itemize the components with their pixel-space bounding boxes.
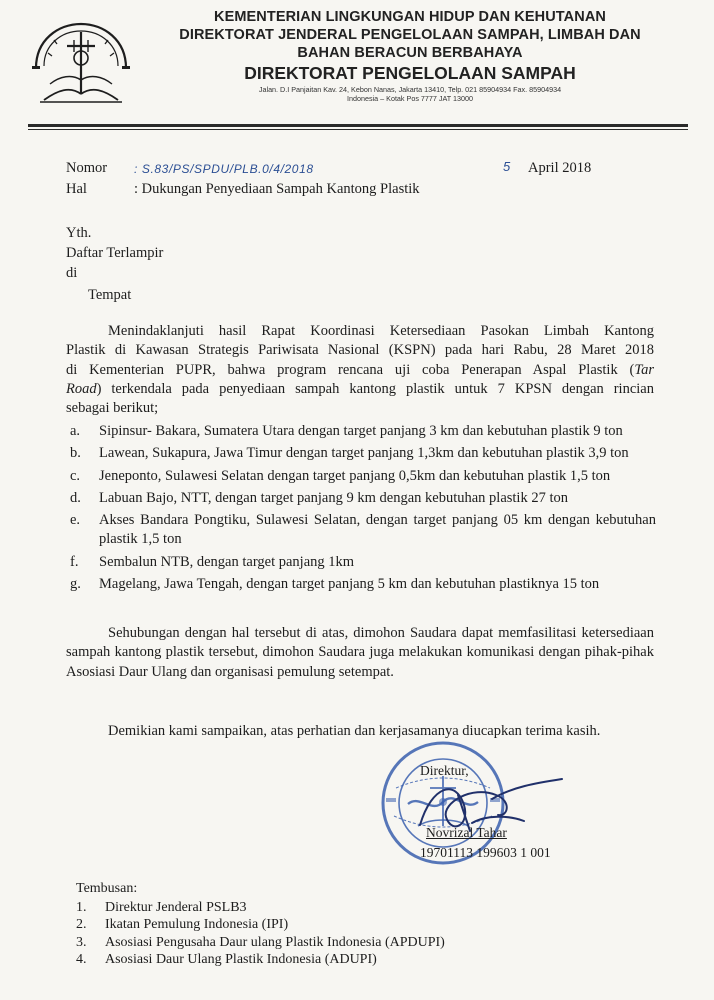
list-marker: 2.	[76, 917, 87, 933]
list-marker: 3.	[76, 934, 87, 950]
recipient-yth: Yth.	[66, 225, 92, 241]
list-marker: f.	[70, 553, 79, 570]
intro-line-2: Plastik di Kawasan Strategis Pariwisata Nasional (KSPN) pada hari Rabu, 28 Maret 2018	[66, 342, 654, 359]
directorate-general-line-1: DIREKTORAT JENDERAL PENGELOLAAN SAMPAH, LIMBAH DAN	[179, 27, 641, 43]
followup-paragraph	[66, 624, 654, 682]
list-marker: 4.	[76, 951, 87, 967]
list-item	[66, 511, 656, 550]
list-item-text: Direktur Jenderal PSLB3	[105, 900, 247, 915]
intro-line-3: di Kementerian PUPR, bahwa program rencana uji coba Penerapan Aspal Plastik (	[66, 361, 635, 378]
list-item	[66, 489, 656, 508]
list-item-text: Sembalun NTB, dengan target panjang 1km	[99, 553, 355, 570]
list-item-text: Magelang, Jawa Tengah, dengan target panjang 5 km dan kebutuhan plastiknya 15 ton	[99, 576, 600, 593]
list-item-text: Asosiasi Daur Ulang Plastik Indonesia (ADUPI)	[105, 951, 377, 967]
list-item	[66, 422, 656, 441]
cc-list	[76, 899, 445, 968]
list-marker: b.	[70, 445, 81, 462]
intro-line-4: ) terkendala pada penyediaan sampah kantong plastik untuk 7 KPSN dengan rincian	[96, 380, 654, 397]
list-marker: e.	[70, 512, 81, 529]
hal-label: Hal	[66, 181, 87, 197]
list-marker: g.	[70, 576, 81, 593]
list-item	[76, 916, 445, 933]
list-item	[76, 899, 445, 916]
list-item-text: Asosiasi Pengusaha Daur ulang Plastik Indonesia (APDUPI)	[105, 934, 445, 950]
ministry-logo-icon	[22, 16, 140, 108]
cc-label: Tembusan:	[76, 881, 138, 896]
letterhead-rule-thick	[28, 124, 688, 127]
intro-line-1: Menindaklanjuti hasil Rapat Koordinasi Ketersediaan Pasokan Limbah Kantong	[108, 323, 654, 339]
address-line-2: Indonesia – Kotak Pos 7777 JAT 13000	[346, 94, 473, 103]
list-item-text: Ikatan Pemulung Indonesia (IPI)	[105, 917, 289, 933]
closing-text: Demikian kami sampaikan, atas perhatian dan kerjasamanya diucapkan terima kasih.	[108, 723, 601, 739]
intro-paragraph	[66, 322, 654, 418]
list-item-text: Akses Bandara Pongtiku, Sulawesi Selatan, dengan target panjang 05 km dengan kebutuhan plastik 1,5 ton	[99, 512, 656, 548]
letterhead-rule-thin	[28, 129, 688, 130]
kspn-list	[66, 422, 656, 597]
date-day: 5	[503, 159, 511, 174]
hal-value: : Dukungan Penyediaan Sampah Kantong Plastik	[134, 181, 420, 197]
list-item-text: Jeneponto, Sulawesi Selatan dengan target panjang 0,5km dan kebutuhan plastik 1,5 ton	[99, 467, 611, 484]
list-item	[66, 553, 656, 572]
intro-line-5: sebagai berikut;	[66, 400, 159, 417]
list-item-text: Sipinsur- Bakara, Sumatera Utara dengan target panjang 3 km dan kebutuhan plastik 9 ton	[99, 423, 623, 439]
list-item-text: Lawean, Sukapura, Jawa Timur dengan target panjang 1,3km dan kebutuhan plastik 3,9 ton	[99, 445, 629, 462]
list-item	[66, 575, 656, 594]
list-marker: d.	[70, 489, 81, 506]
intro-italic-tar: Tar	[634, 361, 654, 378]
list-marker: 1.	[76, 900, 87, 915]
followup-text: Sehubungan dengan hal tersebut di atas, dimohon Saudara dapat memfasilitasi ketersediaan sampah kantong plastik tersebut, dimohon Saudara juga melakukan komunikasi dengan pihak-pihak Asosiasi Daur Ulang dan organisasi pemulung setempat.	[66, 625, 654, 680]
directorate-name: DIREKTORAT PENGELOLAAN SAMPAH	[244, 63, 576, 83]
list-item-text: Labuan Bajo, NTT, dengan target panjang 9 km dengan kebutuhan plastik 27 ton	[99, 489, 568, 506]
signatory-name: Novrizal Tahar	[426, 825, 507, 840]
signatory-nip: 19701113 199603 1 001	[420, 845, 551, 860]
date-month-year: April 2018	[528, 160, 592, 176]
recipient-name: Daftar Terlampir	[66, 245, 164, 261]
list-item	[76, 934, 445, 951]
list-marker: c.	[70, 467, 81, 484]
directorate-general-line-2: BAHAN BERACUN BERBAHAYA	[297, 45, 523, 61]
nomor-label: Nomor	[66, 160, 108, 176]
list-item	[66, 444, 656, 463]
ministry-name: KEMENTERIAN LINGKUNGAN HIDUP DAN KEHUTANAN	[214, 9, 606, 25]
list-item	[76, 951, 445, 968]
recipient-di: di	[66, 265, 78, 281]
letterhead	[140, 8, 680, 103]
signatory-title: Direktur,	[420, 763, 469, 778]
nomor-value: : S.83/PS/SPDU/PLB.0/4/2018	[134, 162, 314, 176]
intro-italic-road: Road	[66, 380, 97, 397]
list-marker: a.	[70, 423, 81, 439]
list-item	[66, 467, 656, 486]
address-line-1: Jalan. D.I Panjaitan Kav. 24, Kebon Nanas, Jakarta 13410, Telp. 021 85904934 Fax. 85904934	[258, 85, 562, 94]
recipient-place: Tempat	[88, 287, 132, 303]
